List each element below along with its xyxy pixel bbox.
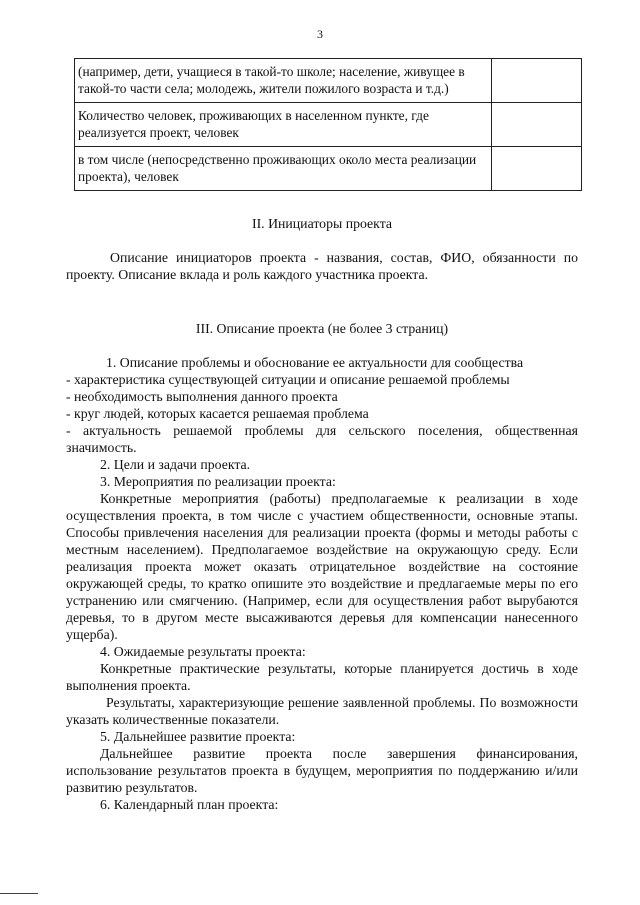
table-row <box>75 59 582 103</box>
table-cell-label: в том числе (непосредственно проживающих около места реализации проекта), человек <box>75 147 492 191</box>
section-3-bullet-2: - необходимость выполнения данного проекта <box>66 389 338 404</box>
table-cell-value[interactable] <box>492 147 582 191</box>
section-3-item-4-text-1: Конкретные практические результаты, которые планируется достичь в ходе выполнения проекта. <box>66 661 578 693</box>
table-cell-value[interactable] <box>492 59 582 103</box>
section-2-body <box>66 249 578 283</box>
section-3-item-5: 5. Дальнейшее развитие проекта: <box>100 729 296 744</box>
section-3-bullet-1: - характеристика существующей ситуации и описание решаемой проблемы <box>66 372 510 387</box>
section-3-title: III. Описание проекта (не более 3 страниц) <box>195 321 449 336</box>
section-3-item-4-text-2: Результаты, характеризующие решение заявленной проблемы. По возможности указать количественные показатели. <box>66 695 578 727</box>
section-3-item-5-text: Дальнейшее развитие проекта после завершения финансирования, использование результатов проекта в будущем, мероприятия по поддержанию и/или развитию результатов. <box>66 746 578 795</box>
table-cell-value[interactable] <box>492 103 582 147</box>
table-cell-label: Количество человек, проживающих в населенном пункте, где реализуется проект, человек <box>75 103 492 147</box>
section-3-item-3: 3. Мероприятия по реализации проекта: <box>100 474 336 489</box>
table-row <box>75 147 582 191</box>
beneficiaries-table <box>74 58 582 191</box>
section-3-bullet-4: - актуальность решаемой проблемы для сельского поселения, общественная значимость. <box>66 423 578 455</box>
section-3-item-4: 4. Ожидаемые результаты проекта: <box>100 644 306 659</box>
section-3-item-1: 1. Описание проблемы и обоснование ее актуальности для сообщества <box>106 355 524 370</box>
section-3-item-6: 6. Календарный план проекта: <box>100 797 279 812</box>
section-3-body <box>66 354 578 813</box>
section-2-title: II. Инициаторы проекта <box>251 216 393 231</box>
section-3-item-3-text: Конкретные мероприятия (работы) предполагаемые к реализации в ходе осуществления проекта, в том числе с участием общественности, основные этапы. Способы привлечения населения для реализации проекта (формы и методы работы с местным населением). Предполагаемое воздействие на окружающую среду. Если реализация проекта может оказать отрицательное воздействие на состояние окружающей среды, то кратко опишите это воздействие и предлагаемые меры по его устранению или смягчению. (Например, если для осуществления работ вырубаются деревья, то в другом месте высаживаются деревья для компенсации нанесенного ущерба). <box>66 491 578 642</box>
page-number: 3 <box>317 27 323 41</box>
table-row <box>75 103 582 147</box>
section-3-item-2: 2. Цели и задачи проекта. <box>100 457 251 472</box>
footnote-divider <box>0 893 38 894</box>
table-cell-label: (например, дети, учащиеся в такой-то школе; население, живущее в такой-то части села; молодежь, жители пожилого возраста и т.д.) <box>75 59 492 103</box>
section-3-bullet-3: - круг людей, которых касается решаемая проблема <box>66 406 369 421</box>
section-2-text: Описание инициаторов проекта - названия, состав, ФИО, обязанности по проекту. Описание вклада и роль каждого участника проекта. <box>66 250 578 282</box>
